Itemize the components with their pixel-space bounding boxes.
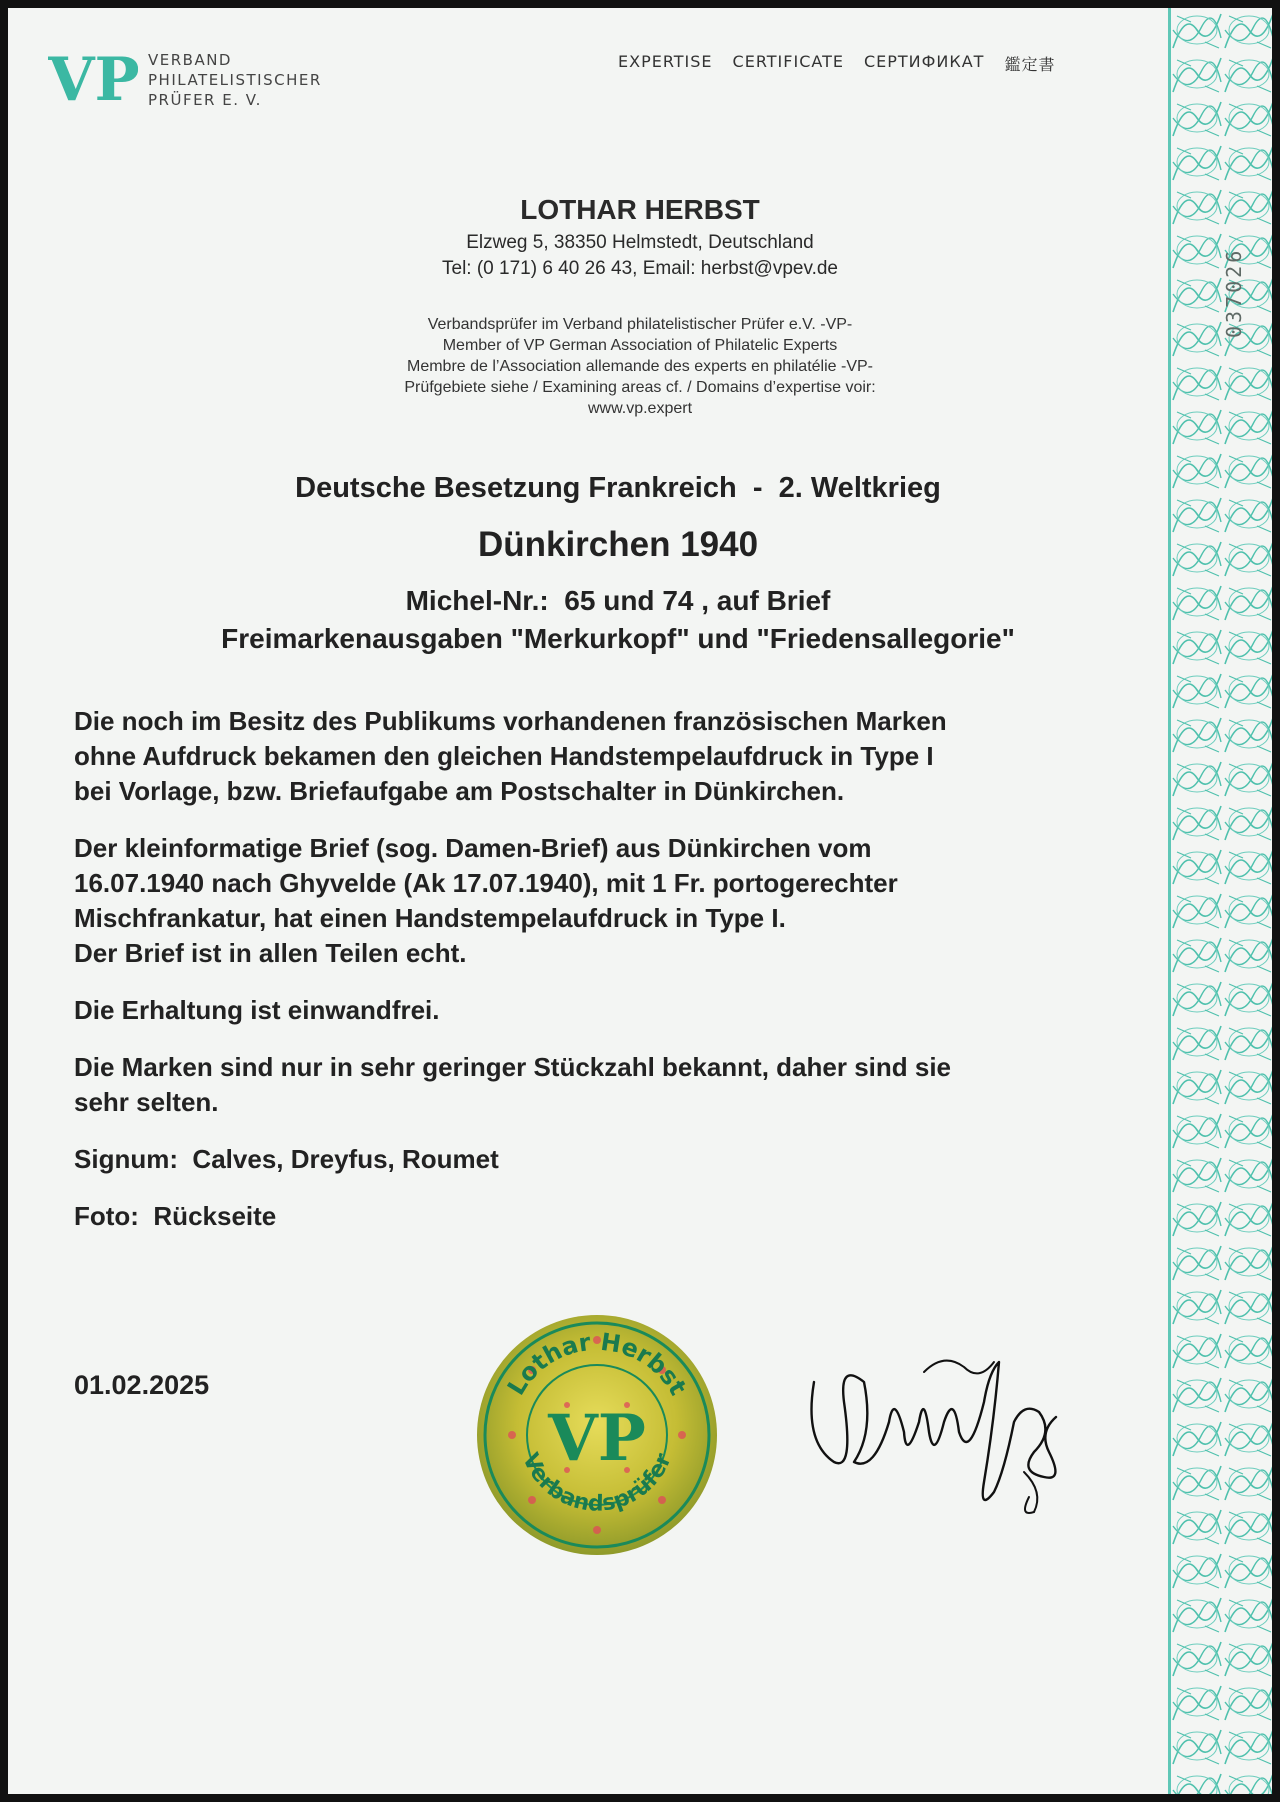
- text-line: Die noch im Besitz des Publikums vorhandenen französischen Marken: [74, 706, 947, 736]
- certificate-titles: [618, 52, 1158, 75]
- signum-text: Signum: Calves, Dreyfus, Roumet: [74, 1144, 499, 1174]
- signature: [794, 1322, 1094, 1527]
- title-certificate-ru: СЕРТИФИКАТ: [863, 52, 985, 71]
- org-name-line: VERBAND: [148, 51, 232, 69]
- membership-line: Verbandsprüfer im Verband philatelistischer Prüfer e.V. -VP-: [427, 316, 853, 333]
- paragraph-rarity: [74, 1050, 1164, 1120]
- vp-logo: [48, 44, 138, 113]
- membership-line: Membre de l’Association allemande des experts en philatélie -VP-: [406, 358, 873, 375]
- expert-contact: Tel: (0 171) 6 40 26 43, Email: herbst@vpev.de: [442, 258, 838, 279]
- seal-bottom-text: Verbandsprüfer: [517, 1449, 677, 1517]
- expert-name: LOTHAR HERBST: [520, 194, 760, 225]
- text-line: sehr selten.: [74, 1087, 219, 1117]
- logo-letters: VP: [48, 45, 138, 108]
- membership-line: Prüfgebiete siehe / Examining areas cf. / Domains d’expertise voir:: [404, 379, 876, 396]
- text-line: Die Erhaltung ist einwandfrei.: [74, 995, 440, 1025]
- paragraph-item: [74, 831, 1164, 971]
- membership-block: [8, 314, 1272, 419]
- membership-line: Member of VP German Association of Philatelic Experts: [442, 337, 838, 354]
- title-expertise: EXPERTISE: [618, 52, 713, 71]
- text-line: Die Marken sind nur in sehr geringer Stückzahl bekannt, daher sind sie: [74, 1052, 952, 1082]
- paragraph-description: [74, 704, 1164, 809]
- paragraph-condition: [74, 993, 1164, 1028]
- membership-website: www.vp.expert: [587, 400, 693, 417]
- text-line: Der Brief ist in allen Teilen echt.: [74, 938, 467, 968]
- serial-number: 037026: [1222, 247, 1246, 338]
- title-certificate: CERTIFICATE: [732, 52, 844, 71]
- issue-title: Dünkirchen 1940: [477, 525, 759, 564]
- org-name: [148, 50, 322, 110]
- foto-line: [74, 1199, 1164, 1234]
- text-line: 16.07.1940 nach Ghyvelde (Ak 17.07.1940), mit 1 Fr. portogerechter: [74, 868, 898, 898]
- text-line: Der kleinformatige Brief (sog. Damen-Brief) aus Dünkirchen vom: [74, 833, 872, 863]
- org-name-line: PHILATELISTISCHER: [148, 71, 322, 89]
- text-line: bei Vorlage, bzw. Briefaufgabe am Postschalter in Dünkirchen.: [74, 776, 845, 806]
- collecting-area: Deutsche Besetzung Frankreich - 2. Weltkrieg: [295, 472, 941, 504]
- expert-address: Elzweg 5, 38350 Helmstedt, Deutschland: [466, 232, 814, 253]
- title-certificate-jp: 鑑定書: [1004, 55, 1056, 74]
- seal-top-text: Lothar Herbst: [501, 1327, 693, 1401]
- expert-block: [8, 194, 1272, 282]
- seal-letters: VP: [548, 1401, 646, 1476]
- certificate-body: [74, 704, 1164, 1256]
- certificate-page: [8, 8, 1272, 1794]
- certificate-headings: [68, 472, 1168, 655]
- certificate-date: 01.02.2025: [74, 1370, 210, 1400]
- foto-text: Foto: Rückseite: [74, 1201, 277, 1231]
- text-line: Mischfrankatur, hat einen Handstempelaufdruck in Type I.: [74, 903, 786, 933]
- org-name-line: PRÜFER E. V.: [148, 91, 262, 109]
- catalog-number: Michel-Nr.: 65 und 74 , auf Brief: [405, 585, 831, 616]
- text-line: ohne Aufdruck bekamen den gleichen Handstempelaufdruck in Type I: [74, 741, 934, 771]
- signum-line: [74, 1142, 1164, 1177]
- hologram-seal: [472, 1310, 722, 1565]
- stamp-series: Freimarkenausgaben "Merkurkopf" und "Friedensallegorie": [221, 623, 1015, 654]
